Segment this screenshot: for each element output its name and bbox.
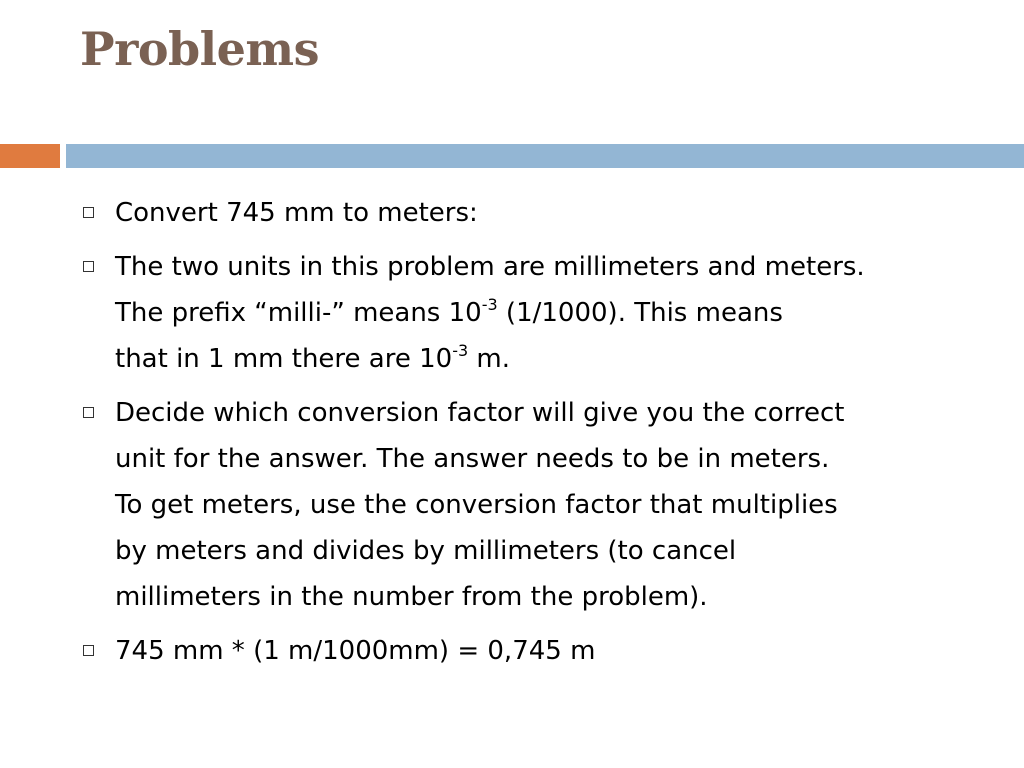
bullet-list — [80, 190, 980, 682]
accent-bar-blue — [66, 144, 1024, 168]
bullet-line: that in 1 mm there are 10 — [115, 344, 453, 374]
bullet-item-1 — [80, 190, 980, 236]
superscript-exponent: -3 — [481, 295, 498, 314]
bullet-line: To get meters, use the conversion factor that multiplies — [115, 490, 838, 520]
square-bullet-icon — [83, 645, 94, 656]
bullet-text: Convert 745 mm to meters: — [115, 198, 478, 228]
accent-bar-orange — [0, 144, 60, 168]
bullet-line: The two units in this problem are millimeters and meters. — [115, 252, 865, 282]
bullet-line: by meters and divides by millimeters (to cancel — [115, 536, 737, 566]
bullet-item-4 — [80, 628, 980, 674]
square-bullet-icon — [83, 407, 94, 418]
square-bullet-icon — [83, 261, 94, 272]
bullet-line: unit for the answer. The answer needs to be in meters. — [115, 444, 830, 474]
bullet-line: millimeters in the number from the problem). — [115, 582, 708, 612]
bullet-item-3 — [80, 390, 980, 620]
square-bullet-icon — [83, 207, 94, 218]
bullet-text: 745 mm * (1 m/1000mm) = 0,745 m — [115, 636, 596, 666]
bullet-line: The prefix “milli-” means 10 — [115, 298, 482, 328]
bullet-line: (1/1000). This means — [497, 298, 783, 328]
bullet-item-2 — [80, 244, 980, 382]
slide-title: Problems — [80, 22, 319, 76]
bullet-line: Decide which conversion factor will give you the correct — [115, 398, 845, 428]
superscript-exponent: -3 — [452, 341, 469, 360]
bullet-line: m. — [468, 344, 511, 374]
